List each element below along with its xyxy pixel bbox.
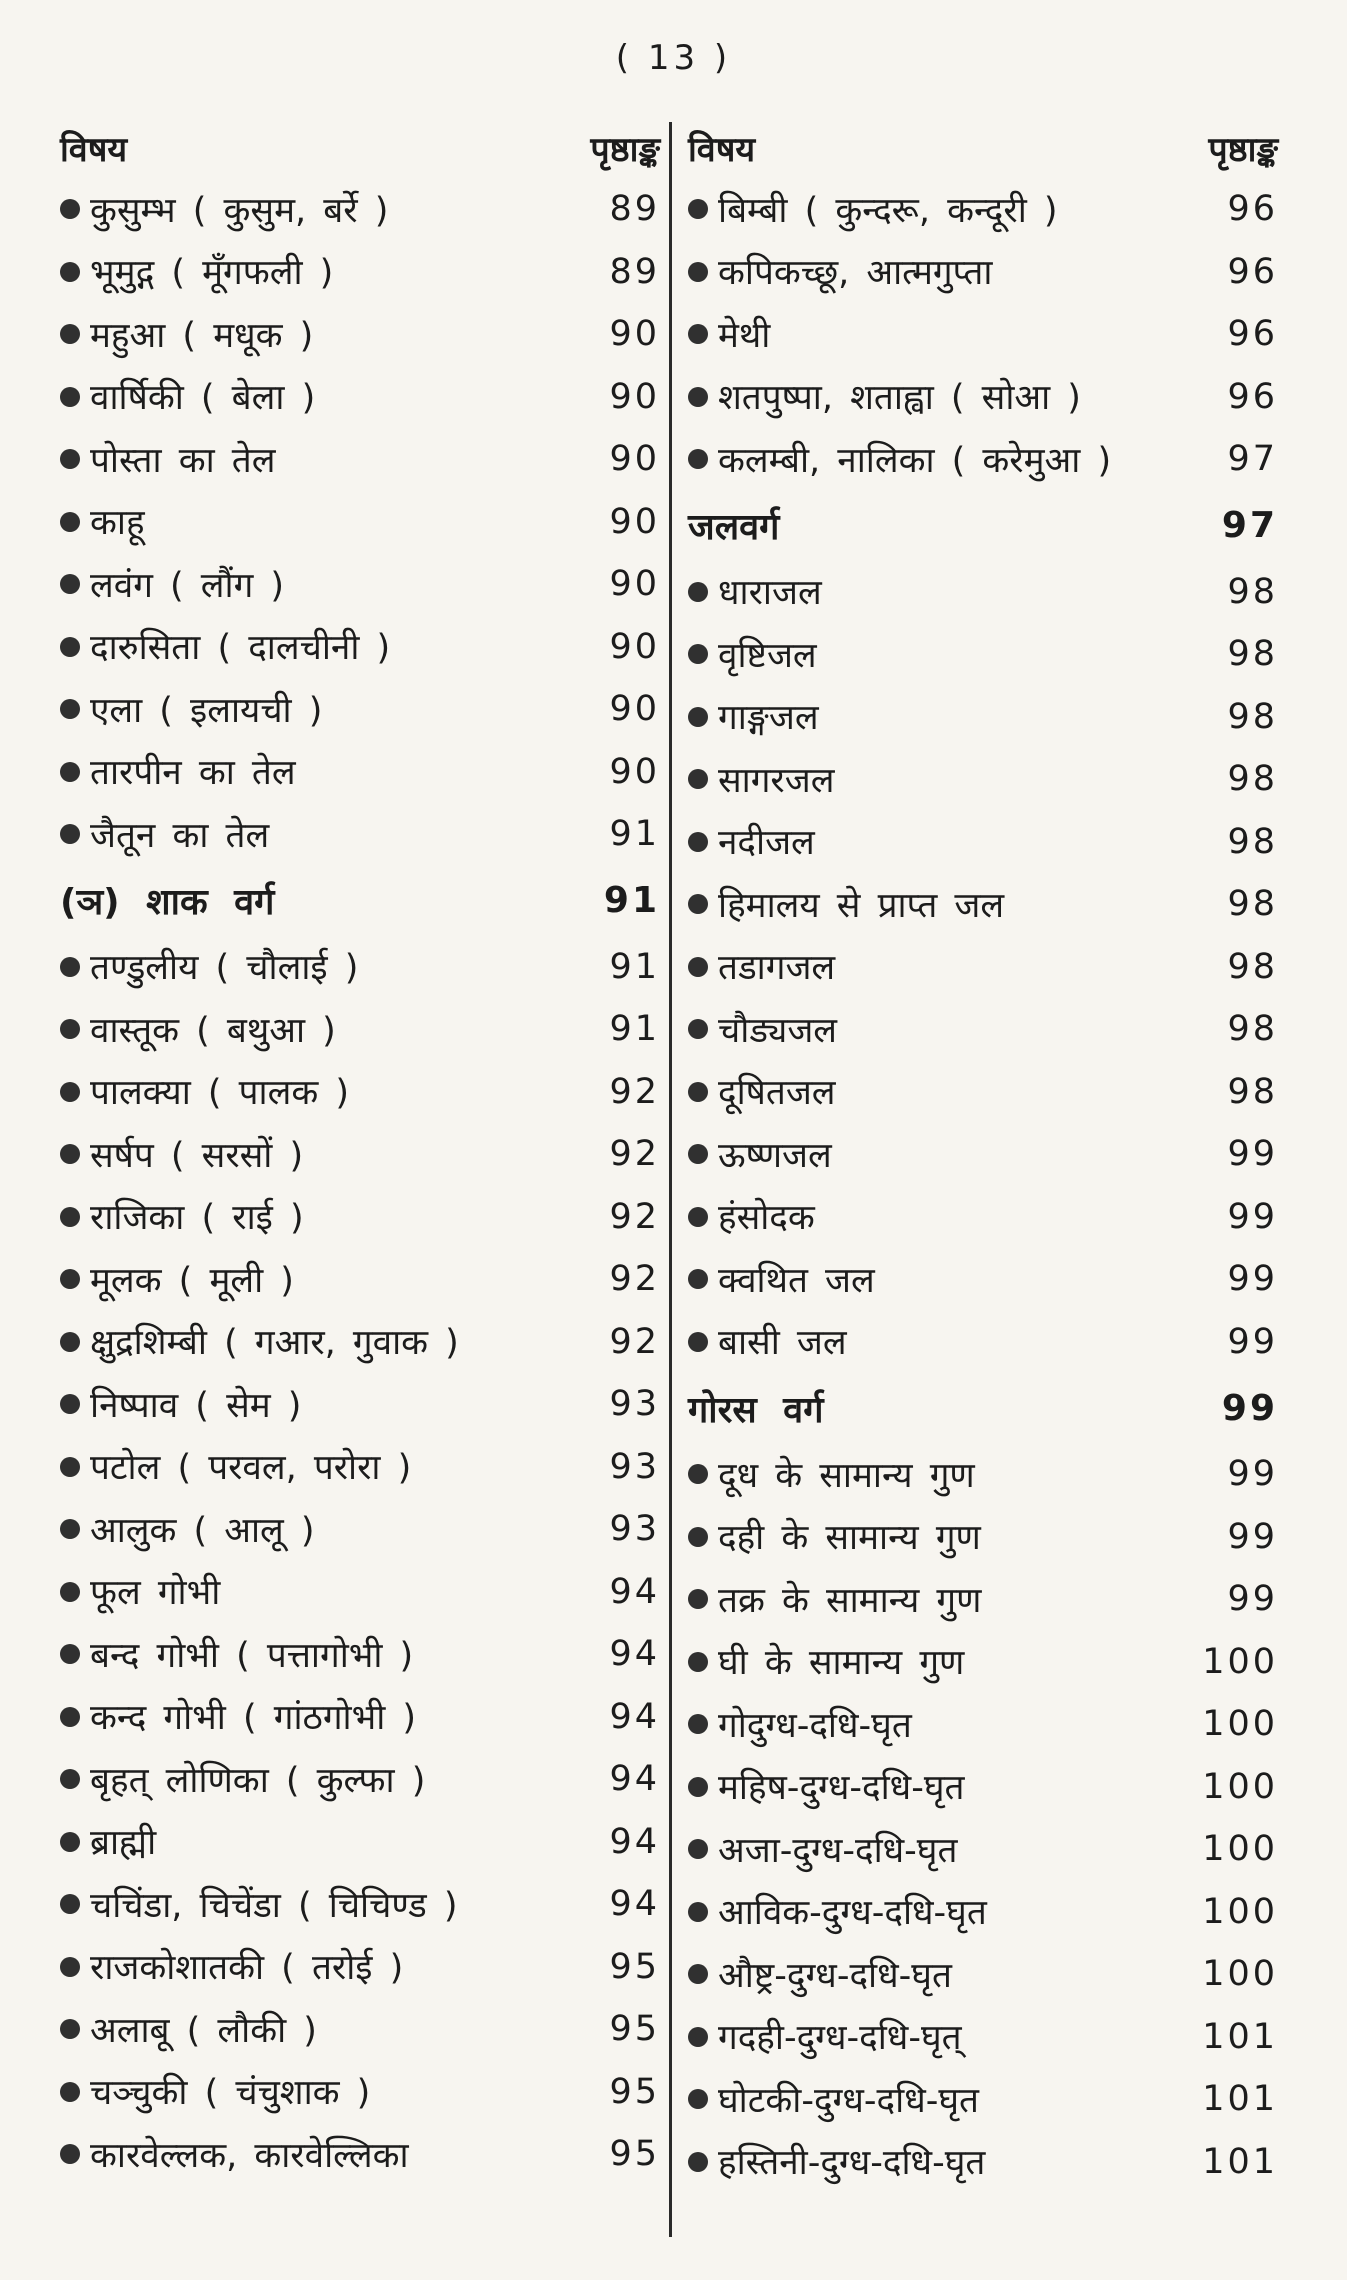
entry-title: क्वथित जल bbox=[718, 1260, 875, 1301]
entry-page: 101 bbox=[1202, 2141, 1278, 2182]
bullet-icon bbox=[688, 1464, 708, 1484]
section-heading-goras-varg bbox=[688, 1373, 1278, 1443]
entry-page: 99 bbox=[1227, 1579, 1278, 1620]
entry-page: 92 bbox=[609, 1259, 660, 1300]
entry-page: 96 bbox=[1227, 251, 1278, 292]
toc-entry bbox=[688, 561, 1278, 624]
entry-title: औष्ट्र-दुग्ध-दधि-घृत bbox=[718, 1955, 952, 1996]
entry-title: नदीजल bbox=[718, 823, 815, 864]
bullet-icon bbox=[688, 2152, 708, 2172]
entry-page: 99 bbox=[1227, 1321, 1278, 1362]
toc-entry bbox=[60, 741, 660, 804]
entry-page: 98 bbox=[1227, 696, 1278, 737]
toc-entry bbox=[688, 2068, 1278, 2131]
toc-entry bbox=[688, 1693, 1278, 1756]
page-heading: पृष्ठाङ्क bbox=[1208, 130, 1278, 170]
entry-title: दही के सामान्य गुण bbox=[718, 1518, 981, 1559]
entry-title: जैतून का तेल bbox=[90, 815, 270, 856]
bullet-icon bbox=[688, 582, 708, 602]
bullet-icon bbox=[688, 1964, 708, 1984]
bullet-icon bbox=[688, 449, 708, 469]
entry-page: 89 bbox=[609, 251, 660, 292]
entry-title: वार्षिकी ( बेला ) bbox=[90, 378, 316, 419]
bullet-icon bbox=[688, 324, 708, 344]
entry-page: 100 bbox=[1202, 1641, 1278, 1682]
entry-page: 95 bbox=[609, 2134, 660, 2175]
entry-title: गाङ्गजल bbox=[718, 698, 819, 739]
toc-entry bbox=[60, 803, 660, 866]
toc-entry bbox=[688, 623, 1278, 686]
toc-entry bbox=[688, 1881, 1278, 1944]
toc-entry bbox=[688, 686, 1278, 749]
entry-title: बासी जल bbox=[718, 1323, 847, 1364]
entry-page: 95 bbox=[609, 2009, 660, 2050]
entry-title: पोस्ता का तेल bbox=[90, 440, 276, 481]
toc-entry bbox=[688, 1248, 1278, 1311]
entry-title: दूषितजल bbox=[718, 1073, 836, 1114]
entry-page: 90 bbox=[609, 564, 660, 605]
entry-page: 98 bbox=[1227, 821, 1278, 862]
subject-heading: विषय bbox=[60, 130, 128, 170]
toc-entry bbox=[60, 2061, 660, 2124]
bullet-icon bbox=[60, 1519, 80, 1539]
bullet-icon bbox=[688, 2089, 708, 2109]
toc-entry bbox=[60, 2123, 660, 2186]
entry-page: 90 bbox=[609, 689, 660, 730]
entry-page: 99 bbox=[1227, 1454, 1278, 1495]
entry-title: हस्तिनी-दुग्ध-दधि-घृत bbox=[718, 2143, 986, 2184]
entry-page: 90 bbox=[609, 626, 660, 667]
entry-title: दूध के सामान्य गुण bbox=[718, 1455, 975, 1496]
right-entry-list-3 bbox=[688, 1443, 1278, 2193]
page-number: ( 13 ) bbox=[615, 38, 732, 78]
entry-title: तडागजल bbox=[718, 948, 836, 989]
entry-title: क्षुद्रशिम्बी ( गआर, गुवाक ) bbox=[90, 1323, 459, 1364]
entry-page: 99 bbox=[1227, 1516, 1278, 1557]
bullet-icon bbox=[60, 699, 80, 719]
toc-entry bbox=[60, 936, 660, 999]
toc-entry bbox=[60, 428, 660, 491]
bullet-icon bbox=[60, 762, 80, 782]
entry-page: 99 bbox=[1227, 1134, 1278, 1175]
toc-entry bbox=[60, 1623, 660, 1686]
entry-title: पटोल ( परवल, परोरा ) bbox=[90, 1448, 412, 1489]
bullet-icon bbox=[688, 832, 708, 852]
toc-entry bbox=[688, 1061, 1278, 1124]
entry-page: 99 bbox=[1227, 1259, 1278, 1300]
entry-title: तण्डुलीय ( चौलाई ) bbox=[90, 948, 359, 989]
toc-entry bbox=[60, 1811, 660, 1874]
entry-page: 99 bbox=[1227, 1196, 1278, 1237]
entry-title: तारपीन का तेल bbox=[90, 753, 296, 794]
entry-page: 92 bbox=[609, 1196, 660, 1237]
bullet-icon bbox=[688, 1902, 708, 1922]
bullet-icon bbox=[688, 1527, 708, 1547]
toc-entry bbox=[60, 1123, 660, 1186]
entry-title: पालक्या ( पालक ) bbox=[90, 1073, 350, 1114]
entry-page: 90 bbox=[609, 376, 660, 417]
entry-page: 100 bbox=[1202, 1954, 1278, 1995]
bullet-icon bbox=[688, 1589, 708, 1609]
entry-title: तक्र के सामान्य गुण bbox=[718, 1580, 982, 1621]
entry-page: 101 bbox=[1202, 2016, 1278, 2057]
toc-entry bbox=[688, 748, 1278, 811]
entry-title: घोटकी-दुग्ध-दधि-घृत bbox=[718, 2080, 979, 2121]
bullet-icon bbox=[688, 2027, 708, 2047]
left-entry-list-2 bbox=[60, 936, 660, 2186]
entry-title: कपिकच्छू, आत्मगुप्ता bbox=[718, 253, 993, 294]
entry-title: फूल गोभी bbox=[90, 1573, 221, 1614]
entry-title: चौड्यजल bbox=[718, 1010, 838, 1051]
entry-page: 96 bbox=[1227, 314, 1278, 355]
entry-page: 92 bbox=[609, 1134, 660, 1175]
entry-title: एला ( इलायची ) bbox=[90, 690, 323, 731]
bullet-icon bbox=[688, 262, 708, 282]
bullet-icon bbox=[60, 637, 80, 657]
bullet-icon bbox=[60, 957, 80, 977]
entry-page: 94 bbox=[609, 1696, 660, 1737]
section-page: 97 bbox=[1221, 505, 1278, 546]
entry-title: निष्पाव ( सेम ) bbox=[90, 1385, 302, 1426]
bullet-icon bbox=[60, 387, 80, 407]
bullet-icon bbox=[688, 199, 708, 219]
entry-page: 91 bbox=[609, 946, 660, 987]
toc-entry bbox=[60, 616, 660, 679]
entry-title: हंसोदक bbox=[718, 1198, 815, 1239]
toc-entry bbox=[60, 1873, 660, 1936]
toc-entry bbox=[60, 1686, 660, 1749]
bullet-icon bbox=[60, 1082, 80, 1102]
bullet-icon bbox=[60, 1582, 80, 1602]
entry-title: कन्द गोभी ( गांठगोभी ) bbox=[90, 1698, 417, 1739]
toc-entry bbox=[60, 1436, 660, 1499]
toc-entry bbox=[60, 1998, 660, 2061]
entry-page: 94 bbox=[609, 1884, 660, 1925]
entry-page: 98 bbox=[1227, 634, 1278, 675]
entry-title: बृहत् लोणिका ( कुल्फा ) bbox=[90, 1760, 426, 1801]
entry-title: हिमालय से प्राप्त जल bbox=[718, 885, 1005, 926]
bullet-icon bbox=[60, 1707, 80, 1727]
toc-entry bbox=[688, 241, 1278, 304]
toc-entry bbox=[688, 1443, 1278, 1506]
toc-entry bbox=[60, 1373, 660, 1436]
entry-title: मेथी bbox=[718, 315, 771, 356]
bullet-icon bbox=[60, 1019, 80, 1039]
bullet-icon bbox=[688, 1082, 708, 1102]
section-heading-shaak-varg bbox=[60, 866, 660, 936]
toc-entry bbox=[688, 178, 1278, 241]
entry-page: 90 bbox=[609, 439, 660, 480]
entry-page: 90 bbox=[609, 314, 660, 355]
entry-page: 94 bbox=[609, 1821, 660, 1862]
toc-entry bbox=[60, 1061, 660, 1124]
entry-title: ब्राह्मी bbox=[90, 1823, 157, 1864]
entry-title: शतपुष्पा, शताह्वा ( सोआ ) bbox=[718, 378, 1081, 419]
section-page: 99 bbox=[1221, 1387, 1278, 1429]
bullet-icon bbox=[688, 1839, 708, 1859]
entry-title: काहू bbox=[90, 503, 145, 544]
entry-page: 92 bbox=[609, 1321, 660, 1362]
entry-title: अजा-दुग्ध-दधि-घृत bbox=[718, 1830, 958, 1871]
entry-title: महुआ ( मधूक ) bbox=[90, 315, 314, 356]
entry-page: 100 bbox=[1202, 1829, 1278, 1870]
toc-entry bbox=[60, 1186, 660, 1249]
left-header bbox=[60, 118, 660, 178]
entry-title: कारवेल्लक, कारवेल्लिका bbox=[90, 2135, 409, 2176]
section-page: 91 bbox=[603, 880, 660, 921]
right-entry-list-2 bbox=[688, 561, 1278, 1374]
right-entry-list bbox=[688, 178, 1278, 491]
bullet-icon bbox=[60, 574, 80, 594]
entry-page: 96 bbox=[1227, 376, 1278, 417]
entry-page: 101 bbox=[1202, 2079, 1278, 2120]
bullet-icon bbox=[688, 387, 708, 407]
right-column bbox=[688, 118, 1278, 2193]
toc-entry bbox=[688, 1568, 1278, 1631]
bullet-icon bbox=[60, 1457, 80, 1477]
right-header bbox=[688, 118, 1278, 178]
entry-title: सर्षप ( सरसों ) bbox=[90, 1135, 304, 1176]
entry-page: 94 bbox=[609, 1759, 660, 1800]
entry-title: गोदुग्ध-दधि-घृत bbox=[718, 1705, 912, 1746]
entry-title: ऊष्णजल bbox=[718, 1135, 832, 1176]
entry-page: 98 bbox=[1227, 1071, 1278, 1112]
toc-entry bbox=[60, 491, 660, 554]
section-title: (ञ) शाक वर्ग bbox=[60, 882, 275, 923]
entry-page: 98 bbox=[1227, 884, 1278, 925]
bullet-icon bbox=[688, 1144, 708, 1164]
toc-entry bbox=[688, 428, 1278, 491]
left-entry-list bbox=[60, 178, 660, 866]
bullet-icon bbox=[60, 2019, 80, 2039]
bullet-icon bbox=[60, 1144, 80, 1164]
entry-page: 96 bbox=[1227, 189, 1278, 230]
toc-entry bbox=[60, 1248, 660, 1311]
entry-title: चचिंडा, चिचेंडा ( चिचिण्ड ) bbox=[90, 1885, 458, 1926]
entry-title: घी के सामान्य गुण bbox=[718, 1643, 965, 1684]
toc-entry bbox=[688, 936, 1278, 999]
toc-entry bbox=[688, 1818, 1278, 1881]
entry-page: 93 bbox=[609, 1509, 660, 1550]
bullet-icon bbox=[688, 894, 708, 914]
entry-page: 98 bbox=[1227, 759, 1278, 800]
toc-entry bbox=[688, 303, 1278, 366]
bullet-icon bbox=[60, 1644, 80, 1664]
entry-title: वास्तूक ( बथुआ ) bbox=[90, 1010, 336, 1051]
bullet-icon bbox=[60, 1894, 80, 1914]
toc-entry bbox=[60, 178, 660, 241]
bullet-icon bbox=[688, 1714, 708, 1734]
bullet-icon bbox=[60, 1207, 80, 1227]
bullet-icon bbox=[60, 2144, 80, 2164]
bullet-icon bbox=[688, 707, 708, 727]
entry-title: मूलक ( मूली ) bbox=[90, 1260, 294, 1301]
toc-entry bbox=[60, 1561, 660, 1624]
entry-title: महिष-दुग्ध-दधि-घृत bbox=[718, 1768, 965, 1809]
bullet-icon bbox=[688, 1777, 708, 1797]
left-column bbox=[60, 118, 660, 2186]
bullet-icon bbox=[688, 1269, 708, 1289]
toc-entry bbox=[60, 1311, 660, 1374]
entry-page: 89 bbox=[609, 189, 660, 230]
toc-entry bbox=[60, 303, 660, 366]
bullet-icon bbox=[60, 1394, 80, 1414]
toc-entry bbox=[60, 1936, 660, 1999]
toc-entry bbox=[688, 998, 1278, 1061]
bullet-icon bbox=[60, 512, 80, 532]
toc-entry bbox=[688, 811, 1278, 874]
bullet-icon bbox=[60, 824, 80, 844]
toc-entry bbox=[688, 1756, 1278, 1819]
entry-page: 95 bbox=[609, 1946, 660, 1987]
entry-title: बिम्बी ( कुन्दरू, कन्दूरी ) bbox=[718, 190, 1058, 231]
bullet-icon bbox=[60, 1769, 80, 1789]
toc-entry bbox=[688, 2131, 1278, 2194]
bullet-icon bbox=[688, 1332, 708, 1352]
toc-entry bbox=[60, 553, 660, 616]
entry-page: 93 bbox=[609, 1384, 660, 1425]
toc-entry bbox=[688, 873, 1278, 936]
entry-page: 91 bbox=[609, 1009, 660, 1050]
entry-page: 100 bbox=[1202, 1891, 1278, 1932]
toc-entry bbox=[688, 1311, 1278, 1374]
entry-title: धाराजल bbox=[718, 573, 822, 614]
bullet-icon bbox=[60, 324, 80, 344]
bullet-icon bbox=[60, 1269, 80, 1289]
entry-page: 95 bbox=[609, 2071, 660, 2112]
entry-title: राजकोशातकी ( तरोई ) bbox=[90, 1948, 404, 1989]
toc-entry bbox=[60, 1498, 660, 1561]
entry-title: कलम्बी, नालिका ( करेमुआ ) bbox=[718, 440, 1112, 481]
entry-title: बन्द गोभी ( पत्तागोभी ) bbox=[90, 1635, 414, 1676]
toc-entry bbox=[60, 241, 660, 304]
toc-entry bbox=[688, 1506, 1278, 1569]
entry-title: राजिका ( राई ) bbox=[90, 1198, 304, 1239]
entry-page: 91 bbox=[609, 814, 660, 855]
bullet-icon bbox=[60, 1957, 80, 1977]
toc-entry bbox=[688, 366, 1278, 429]
toc-entry bbox=[60, 678, 660, 741]
entry-page: 90 bbox=[609, 751, 660, 792]
bullet-icon bbox=[60, 449, 80, 469]
bullet-icon bbox=[688, 1652, 708, 1672]
bullet-icon bbox=[60, 2082, 80, 2102]
page-heading: पृष्ठाङ्क bbox=[590, 130, 660, 170]
entry-title: कुसुम्भ ( कुसुम, बर्रे ) bbox=[90, 190, 389, 231]
entry-page: 94 bbox=[609, 1571, 660, 1612]
entry-title: चञ्चुकी ( चंचुशाक ) bbox=[90, 2073, 371, 2114]
entry-page: 98 bbox=[1227, 946, 1278, 987]
entry-title: आलुक ( आलू ) bbox=[90, 1510, 315, 1551]
column-divider bbox=[669, 122, 672, 2237]
toc-entry bbox=[688, 1631, 1278, 1694]
toc-entry bbox=[688, 1186, 1278, 1249]
toc-entry bbox=[688, 1123, 1278, 1186]
bullet-icon bbox=[688, 1019, 708, 1039]
entry-page: 98 bbox=[1227, 571, 1278, 612]
section-title: गोरस वर्ग bbox=[688, 1389, 824, 1431]
entry-page: 98 bbox=[1227, 1009, 1278, 1050]
bullet-icon bbox=[688, 1207, 708, 1227]
entry-page: 97 bbox=[1227, 439, 1278, 480]
entry-title: आविक-दुग्ध-दधि-घृत bbox=[718, 1893, 987, 1934]
bullet-icon bbox=[60, 199, 80, 219]
toc-entry bbox=[688, 1943, 1278, 2006]
entry-page: 90 bbox=[609, 501, 660, 542]
entry-page: 93 bbox=[609, 1446, 660, 1487]
toc-entry bbox=[60, 1748, 660, 1811]
entry-title: गदही-दुग्ध-दधि-घृत् bbox=[718, 2018, 962, 2059]
entry-title: अलाबू ( लौकी ) bbox=[90, 2010, 317, 2051]
bullet-icon bbox=[688, 644, 708, 664]
toc-entry bbox=[60, 366, 660, 429]
subject-heading: विषय bbox=[688, 130, 756, 170]
section-heading-jalvarg bbox=[688, 491, 1278, 561]
section-title: जलवर्ग bbox=[688, 507, 780, 548]
entry-page: 100 bbox=[1202, 1704, 1278, 1745]
toc-entry bbox=[60, 998, 660, 1061]
bullet-icon bbox=[688, 769, 708, 789]
bullet-icon bbox=[60, 1832, 80, 1852]
entry-title: भूमुद्ग ( मूँगफली ) bbox=[90, 253, 334, 294]
entry-page: 100 bbox=[1202, 1766, 1278, 1807]
entry-title: वृष्टिजल bbox=[718, 635, 817, 676]
bullet-icon bbox=[60, 1332, 80, 1352]
entry-title: दारुसिता ( दालचीनी ) bbox=[90, 628, 391, 669]
entry-title: लवंग ( लौंग ) bbox=[90, 565, 285, 606]
entry-title: सागरजल bbox=[718, 760, 835, 801]
entry-page: 92 bbox=[609, 1071, 660, 1112]
entry-page: 94 bbox=[609, 1634, 660, 1675]
toc-entry bbox=[688, 2006, 1278, 2069]
bullet-icon bbox=[688, 957, 708, 977]
bullet-icon bbox=[60, 262, 80, 282]
